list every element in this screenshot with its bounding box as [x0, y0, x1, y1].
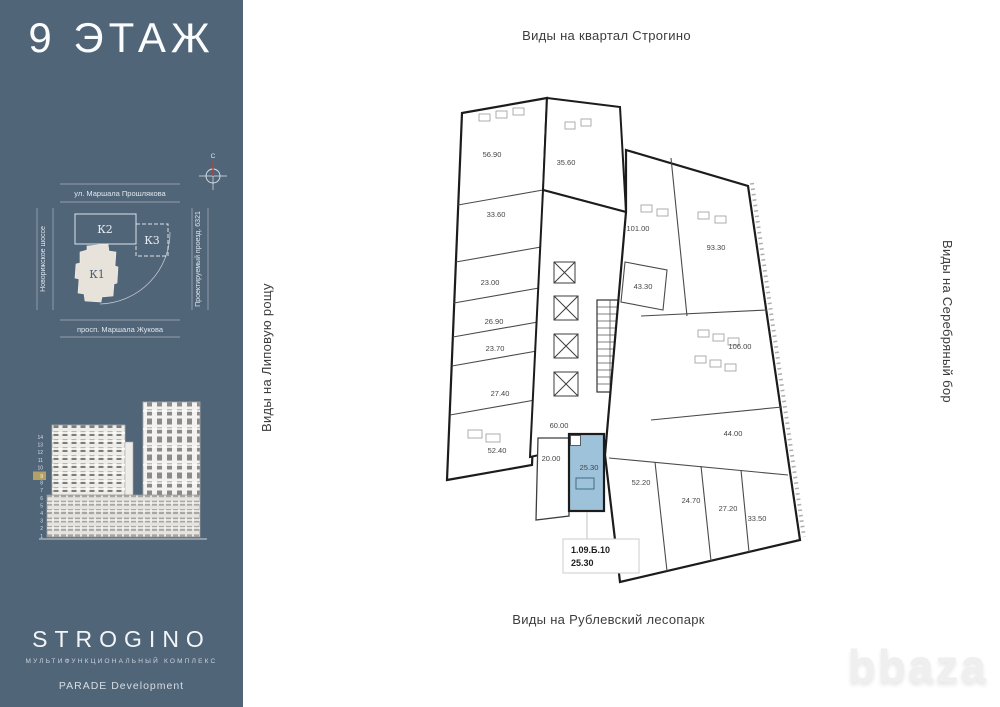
- selected-unit-shaft: [571, 436, 581, 446]
- brand-name: STROGINO: [32, 626, 211, 652]
- sidebar: [0, 0, 243, 707]
- floor-number: 12: [37, 450, 43, 457]
- elevation-floor-numbers: [33, 435, 46, 540]
- floor-number-current: 9: [40, 474, 43, 480]
- brand-developer: PARADE Development: [58, 680, 185, 692]
- room-area-label: 24.70: [681, 496, 701, 505]
- room-area-label: 106.00: [728, 342, 752, 351]
- room-area-label: 43.30: [633, 282, 653, 291]
- floor-plan-area: [243, 0, 1000, 707]
- floor-number: 14: [37, 435, 43, 441]
- elevation-right-tower: [143, 402, 200, 505]
- watermark: bbaza: [847, 640, 988, 692]
- compass-north-label: С: [210, 153, 216, 160]
- corridor-area-label: 60.00: [549, 421, 569, 430]
- view-label-top: Виды на квартал Строгино: [522, 28, 691, 43]
- plan-room-2000: [536, 438, 569, 520]
- room-area-label: 27.40: [490, 389, 510, 398]
- floor-number: 2: [40, 526, 43, 533]
- room-area-label: 33.60: [486, 210, 506, 219]
- building-k1-label: К1: [89, 268, 105, 281]
- room-area-label: 20.00: [541, 454, 561, 463]
- floor-number: 5: [40, 503, 43, 510]
- room-area-label: 27.20: [718, 504, 738, 513]
- view-label-left: Виды на Липовую рощу: [259, 283, 274, 432]
- room-area-label: 33.50: [747, 514, 767, 523]
- floor-plan-drawing: [243, 0, 1000, 707]
- elevation-podium: [47, 495, 200, 537]
- floor-title: 9 ЭТАЖ: [28, 14, 215, 61]
- floor-number: 8: [40, 480, 43, 487]
- view-label-bottom: Виды на Рублевский лесопарк: [512, 612, 705, 627]
- floor-number: 13: [37, 442, 43, 449]
- street-right-label: Проектируемый проезд. 6321: [195, 211, 202, 307]
- floor-number: 10: [37, 465, 43, 472]
- building-k2-label: К2: [97, 223, 113, 236]
- room-area-label: 56.90: [482, 150, 502, 159]
- brand-subtitle: МУЛЬТИФУНКЦИОНАЛЬНЫЙ КОМПЛЕКС: [25, 658, 218, 665]
- street-left-label: Новорижское шоссе: [40, 226, 47, 292]
- room-area-label: 26.90: [484, 317, 504, 326]
- room-area-label-selected: 25.30: [579, 463, 599, 472]
- room-area-label: 93.30: [706, 243, 726, 252]
- floor-number: 3: [40, 518, 43, 525]
- room-area-label: 35.60: [556, 158, 576, 167]
- site-map: [30, 180, 215, 355]
- room-area-label: 101.00: [626, 224, 650, 233]
- street-bottom-label: просп. Маршала Жукова: [76, 325, 164, 334]
- floor-number: 6: [40, 495, 43, 502]
- view-label-right: Виды на Серебряный бор: [940, 240, 955, 403]
- callout-unit-id: 1.09.Б.10: [571, 545, 610, 555]
- floor-number: 4: [40, 511, 43, 517]
- room-area-label: 23.00: [480, 278, 500, 287]
- floor-number: 7: [40, 488, 43, 495]
- building-elevation: [25, 390, 220, 560]
- room-area-label: 44.00: [723, 429, 743, 438]
- callout-unit-area: 25.30: [571, 558, 594, 568]
- floor-number: 11: [37, 457, 43, 464]
- brand-footer: [0, 626, 243, 692]
- room-area-label: 52.20: [631, 478, 651, 487]
- room-area-label: 23.70: [485, 344, 505, 353]
- floor-number: 1: [40, 533, 43, 540]
- room-area-label: 52.40: [487, 446, 507, 455]
- street-top-label: ул. Маршала Прошлякова: [74, 189, 166, 198]
- building-k3-label: К3: [144, 234, 160, 247]
